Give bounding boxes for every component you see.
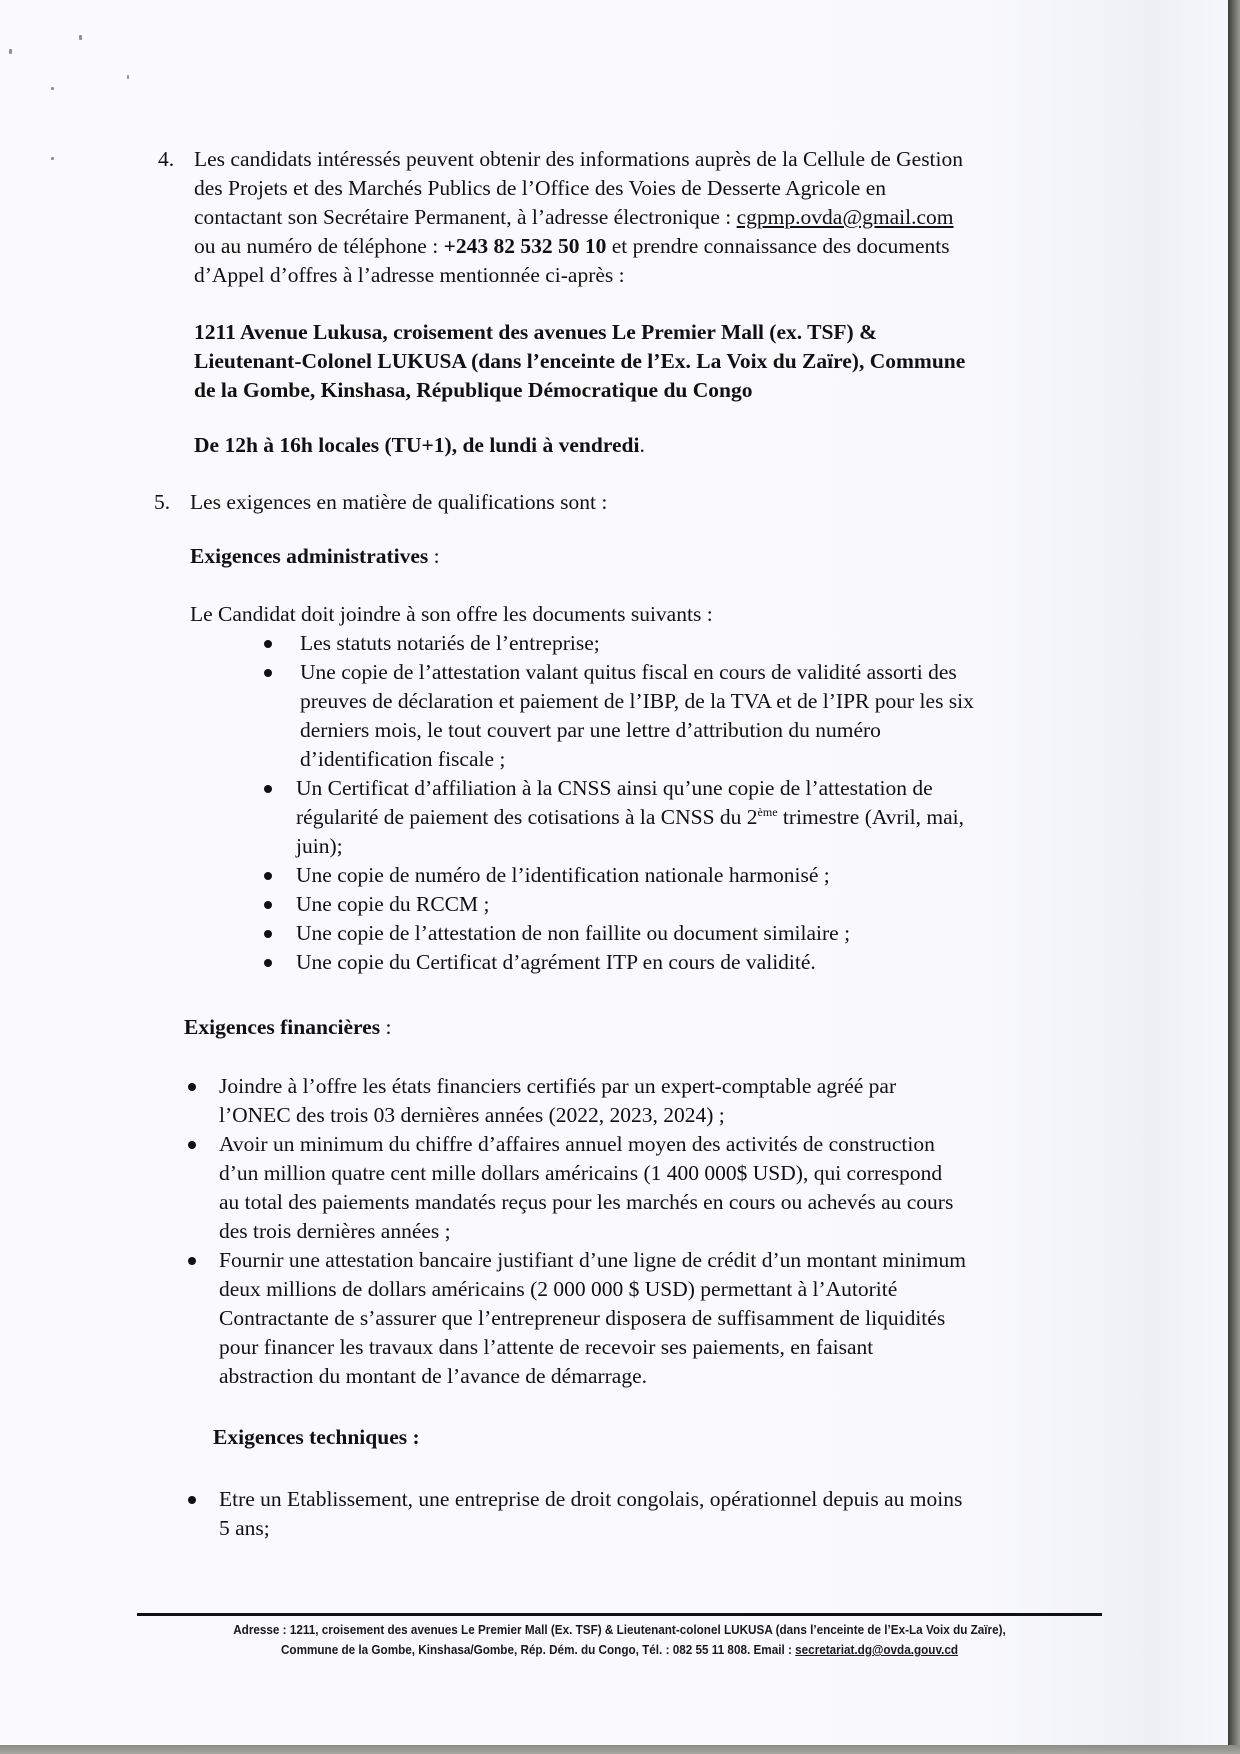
list-item: Une copie de numéro de l’identification nationale harmonisé ; [296, 861, 974, 890]
footer-email-link[interactable]: secretariat.dg@ovda.gouv.cd [795, 1643, 959, 1657]
scan-speck [79, 35, 82, 40]
scan-speck [9, 49, 12, 54]
section-5-number: 5. [154, 490, 171, 514]
bullet-icon [188, 1083, 196, 1091]
list-item: Les statuts notariés de l’entreprise; [300, 629, 974, 658]
list-item: Une copie du Certificat d’agrément ITP en cours de validité. [296, 948, 974, 977]
section-4-line: des Projets et des Marchés Publics de l’Office des Voies de Desserte Agricole en [194, 176, 887, 200]
list-item: Fournir une attestation bancaire justifiant d’une ligne de crédit d’un montant minimum deux millions de dollars américains (2 000 000 $ USD) permettant à l’Autorité Contractante de s’assurer que l’entrepreneur disposera de suffisamment de liquidités pour financer les travaux dans l’attente de recevoir ses paiements, en faisant abstraction du montant de l’avance de démarrage. [219, 1246, 966, 1391]
bullet-icon [188, 1141, 196, 1149]
administrative-requirements-list [296, 629, 974, 977]
financial-requirements-list [219, 1072, 966, 1391]
office-address: 1211 Avenue Lukusa, croisement des avenues Le Premier Mall (ex. TSF) & Lieutenant-Colonel LUKUSA (dans l’enceinte de l’Ex. La Voix du Zaïre), Commune de la Gombe, Kinshasa, République Démocratique du Congo [194, 320, 966, 402]
bullet-icon [264, 959, 272, 967]
footer-contact-line: Commune de la Gombe, Kinshasa/Gombe, Rép. Dém. du Congo, Tél. : 082 55 11 808. Email : secretariat.dg@ovda.gouv.cd [280, 1643, 959, 1657]
list-item: Avoir un minimum du chiffre d’affaires annuel moyen des activités de construction d’un million quatre cent mille dollars américains (1 400 000$ USD), qui correspond au total des paiements mandatés reçus pour les marchés en cours ou achevés au cours des trois dernières années ; [219, 1130, 966, 1246]
administrative-heading: Exigences administratives : [190, 544, 440, 568]
list-item: Une copie de l’attestation de non faillite ou document similaire ; [296, 919, 974, 948]
list-item: Une copie de l’attestation valant quitus fiscal en cours de validité assorti des preuves de déclaration et paiement de l’IBP, de la TVA et de l’IPR pour les six derniers mois, le tout couvert par une lettre d’attribution du numéro d’identification fiscale ; [300, 658, 974, 774]
bullet-icon [264, 872, 272, 880]
scan-speck [127, 75, 129, 79]
section-4-line: d’Appel d’offres à l’adresse mentionnée ci-après : [194, 263, 625, 287]
section-4-paragraph [194, 145, 963, 290]
letterhead-footer [171, 1620, 1068, 1660]
scan-edge-bottom [0, 1745, 1240, 1754]
technical-heading: Exigences techniques : [213, 1425, 420, 1449]
bullet-icon [264, 785, 272, 793]
section-5-intro: Les exigences en matière de qualifications sont : [190, 490, 608, 514]
scan-speck [51, 157, 54, 160]
office-hours: De 12h à 16h locales (TU+1), de lundi à vendredi. [194, 433, 645, 457]
list-item: Joindre à l’offre les états financiers certifiés par un expert-comptable agréé par l’ONEC des trois 03 dernières années (2022, 2023, 2024) ; [219, 1072, 966, 1130]
bullet-icon [188, 1257, 196, 1265]
scan-speck [51, 87, 54, 90]
financial-heading: Exigences financières : [184, 1015, 392, 1039]
bullet-icon [264, 930, 272, 938]
technical-requirements-list [219, 1485, 962, 1543]
section-4-line: Les candidats intéressés peuvent obtenir des informations auprès de la Cellule de Gestion [194, 147, 964, 171]
bullet-icon [188, 1496, 196, 1504]
scan-edge-right [1228, 0, 1240, 1754]
contact-phone: +243 82 532 50 10 [443, 234, 607, 258]
list-item: Une copie du RCCM ; [296, 890, 974, 919]
bullet-icon [264, 901, 272, 909]
section-4-number: 4. [158, 147, 175, 171]
administrative-intro: Le Candidat doit joindre à son offre les documents suivants : [190, 602, 713, 626]
list-item: Un Certificat d’affiliation à la CNSS ainsi qu’une copie de l’attestation de régularité de paiement des cotisations à la CNSS du 2ème trimestre (Avril, mai, juin); [296, 774, 974, 861]
footer-divider [137, 1613, 1102, 1616]
contact-email-link[interactable]: cgpmp.ovda@gmail.com [736, 205, 954, 229]
footer-address-line: Adresse : 1211, croisement des avenues Le Premier Mall (Ex. TSF) & Lieutenant-colonel LUKUSA (dans l’enceinte de l’Ex-La Voix du Zaïre), [233, 1623, 1006, 1637]
section-4-line: ou au numéro de téléphone : +243 82 532 50 10 et prendre connaissance des documents [194, 234, 950, 258]
bullet-icon [264, 669, 272, 677]
bullet-icon [264, 640, 272, 648]
list-item: Etre un Etablissement, une entreprise de droit congolais, opérationnel depuis au moins 5 ans; [219, 1485, 962, 1543]
section-4-line: contactant son Secrétaire Permanent, à l’adresse électronique : cgpmp.ovda@gmail.com [194, 205, 954, 229]
